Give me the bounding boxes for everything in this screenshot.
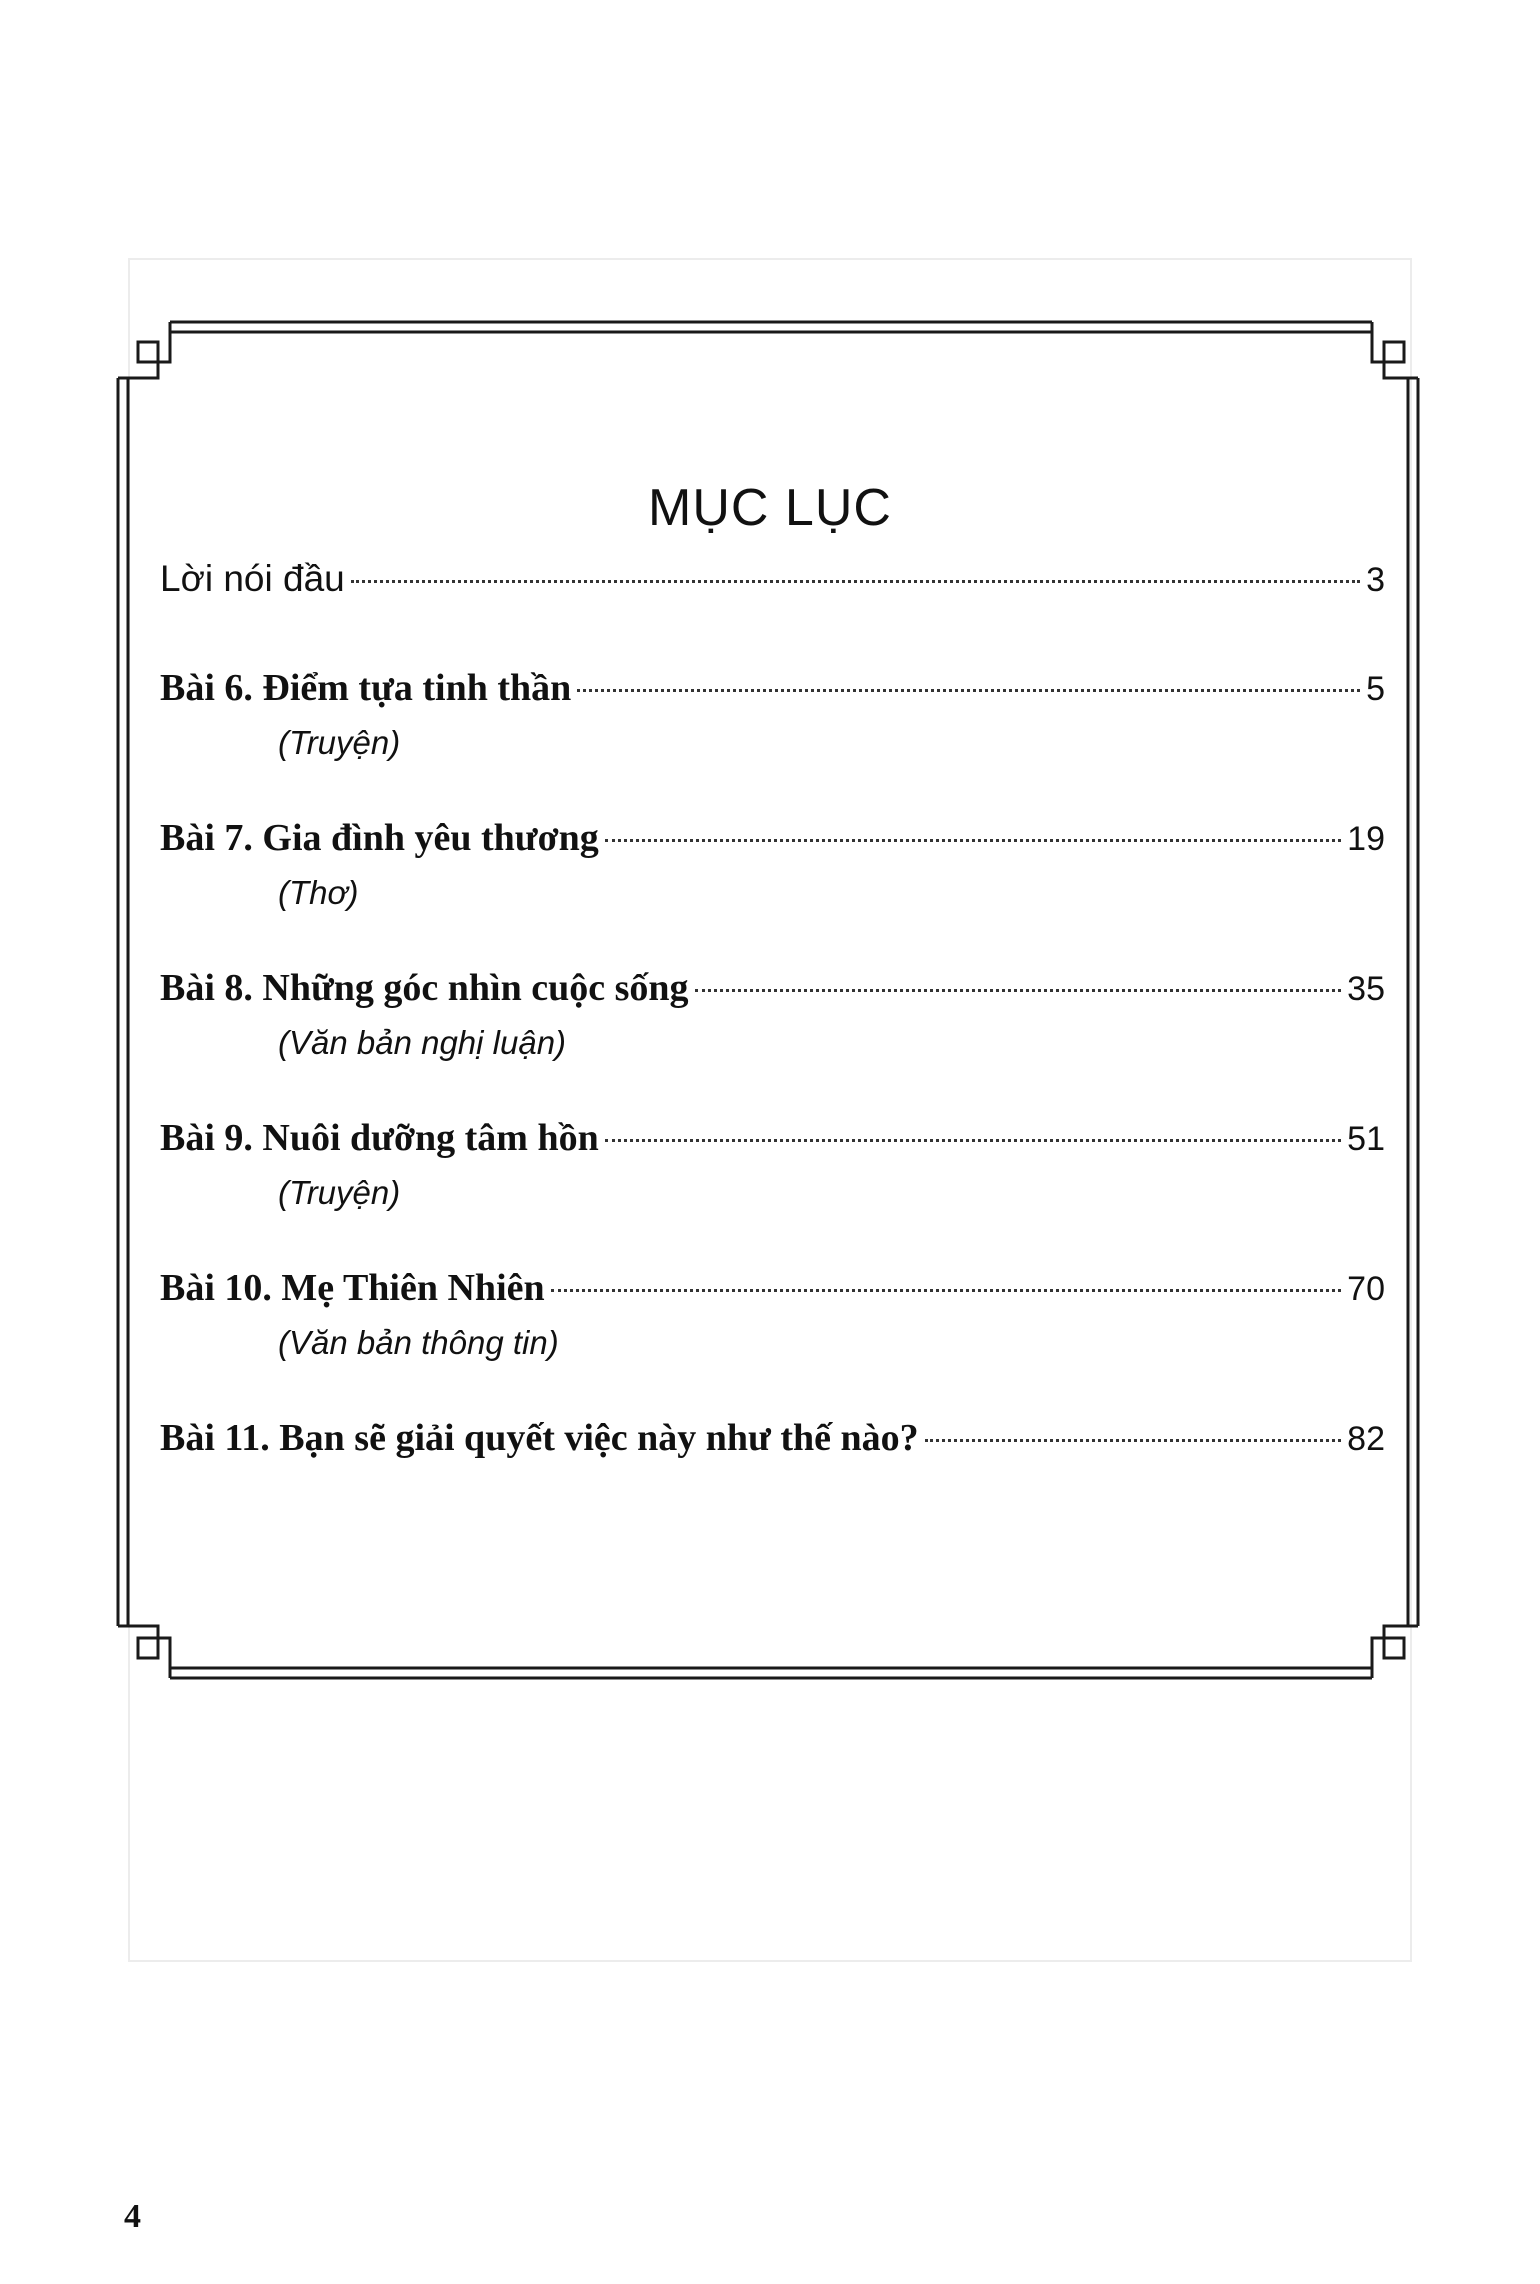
leader-dots xyxy=(577,689,1360,692)
toc-entry-genre: (Văn bản nghị luận) xyxy=(278,1024,567,1061)
toc-entry xyxy=(160,816,1385,912)
leader-dots xyxy=(351,580,1360,583)
toc-entry-title: Bài 8. Những góc nhìn cuộc sống xyxy=(160,967,689,1009)
toc-entry-title: Lời nói đầu xyxy=(160,558,345,599)
toc-line xyxy=(160,1416,1385,1460)
toc-page-number: 5 xyxy=(1366,670,1385,708)
toc-page-number: 19 xyxy=(1347,820,1385,858)
toc-page-number: 35 xyxy=(1347,970,1385,1008)
toc-entry xyxy=(160,1416,1385,1460)
leader-dots xyxy=(605,1139,1341,1142)
toc-entry xyxy=(160,966,1385,1062)
toc-line xyxy=(160,816,1385,860)
leader-dots xyxy=(551,1289,1342,1292)
toc-entry-genre: (Truyện) xyxy=(278,724,401,761)
toc-entry-title: Bài 7. Gia đình yêu thương xyxy=(160,817,599,859)
toc-entry xyxy=(160,666,1385,762)
toc-entry-title: Bài 11. Bạn sẽ giải quyết việc này như thế nào? xyxy=(160,1417,919,1459)
toc-page-number: 82 xyxy=(1347,1420,1385,1458)
toc-entry-genre: (Văn bản thông tin) xyxy=(278,1324,559,1361)
page-title: MỤC LỤC xyxy=(648,479,892,537)
toc-entry xyxy=(160,1266,1385,1362)
toc-entry-title: Bài 6. Điểm tựa tinh thần xyxy=(160,667,572,709)
toc-entry xyxy=(160,1116,1385,1212)
toc-page-number: 3 xyxy=(1366,561,1385,599)
toc-entry-title: Bài 10. Mẹ Thiên Nhiên xyxy=(160,1267,545,1309)
leader-dots xyxy=(605,839,1341,842)
page-number: 4 xyxy=(124,2198,141,2235)
leader-dots xyxy=(925,1439,1342,1442)
toc-line xyxy=(160,966,1385,1010)
toc-line xyxy=(160,666,1385,710)
toc-line xyxy=(160,1266,1385,1310)
toc-page-number: 70 xyxy=(1347,1270,1385,1308)
toc-page-number: 51 xyxy=(1347,1120,1385,1158)
toc-entry xyxy=(160,558,1385,600)
toc-entry-genre: (Thơ) xyxy=(278,874,359,911)
toc-entry-title: Bài 9. Nuôi dưỡng tâm hồn xyxy=(160,1117,599,1159)
toc-line xyxy=(160,558,1385,600)
toc-line xyxy=(160,1116,1385,1160)
leader-dots xyxy=(695,989,1342,992)
toc-entry-genre: (Truyện) xyxy=(278,1174,401,1211)
